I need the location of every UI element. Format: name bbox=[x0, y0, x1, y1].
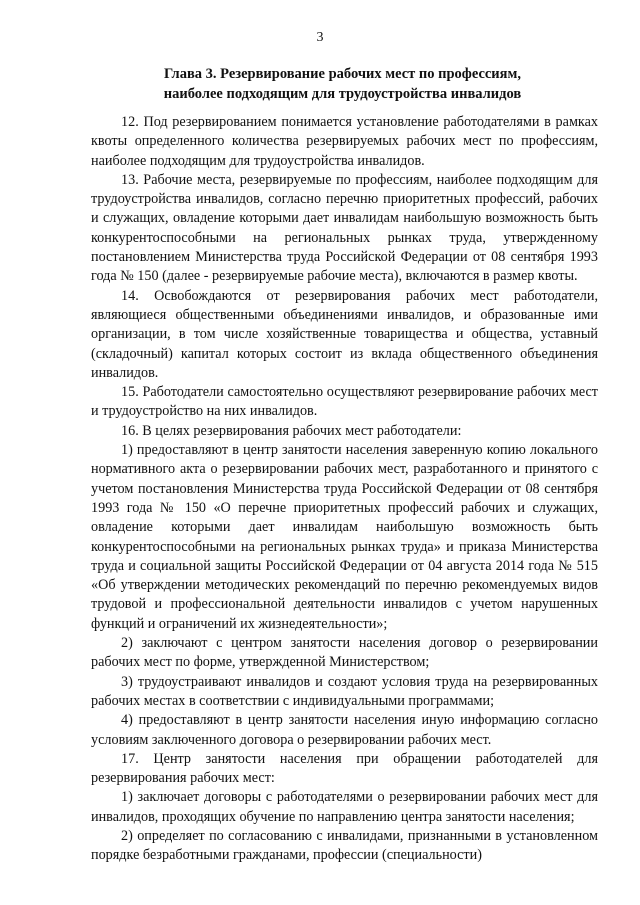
paragraph-17-item-1: 1) заключает договоры с работодателями о резервировании рабочих мест для инвалидов, проходящих обучение по направлению центра занятости населения; bbox=[91, 789, 598, 825]
paragraph-17: 17. Центр занятости населения при обращении работодателей для резервирования рабочих мест: bbox=[91, 750, 598, 787]
paragraph-16: 16. В целях резервирования рабочих мест работодатели: bbox=[121, 422, 462, 439]
paragraph-16-item-1: 1) предоставляют в центр занятости населения заверенную копию локального нормативного акта о резервировании рабочих мест, разработанного и принятого с учетом постановления Министерства труда Российской Федерации от 08 сентября 1993 года № 150 «О перечне приоритетных профессий рабочих и служащих, овладение которыми дает инвалидам наибольшую возможность быть конкурентоспособными на региональных рынках труда» и приказа Министерства труда и социальной защиты Российской Федерации от 04 августа 2014 года № 515 «Об утверждении методических рекомендаций по перечню рекомендуемых видов трудовой и профессиональной деятельности инвалидов с учетом нарушенных функций и ограничений их жизнедеятельности»; bbox=[91, 442, 598, 632]
chapter-title-line-2: наиболее подходящим для трудоустройства инвалидов bbox=[163, 86, 522, 102]
paragraph-12: 12. Под резервированием понимается установление работодателями в рамках квоты определенного количества резервируемых рабочих мест по профессиям, наиболее подходящим для трудоустройства инвалидов. bbox=[91, 114, 598, 169]
chapter-title-line-1: Глава 3. Резервирование рабочих мест по профессиям, bbox=[163, 66, 522, 82]
document-body bbox=[91, 113, 598, 866]
paragraph-17-item-2: 2) определяет по согласованию с инвалидами, признанными в установленном порядке безработными гражданами, профессии (специальности) bbox=[91, 827, 598, 864]
page-number: 3 bbox=[316, 30, 324, 45]
paragraph-13: 13. Рабочие места, резервируемые по профессиям, наиболее подходящим для трудоустройства инвалидов, согласно перечню приоритетных профессий, рабочих и служащих, овладение которыми дает инвалидам наибольшую возможность быть конкурентоспособными на региональных рынках труда, утвержденному постановлением Министерства труда Российской Федерации от 08 сентября 1993 года № 150 (далее - резервируемые рабочие места), включаются в размер квоты. bbox=[91, 171, 598, 285]
paragraph-15: 15. Работодатели самостоятельно осуществляют резервирование рабочих мест и трудоустройство на них инвалидов. bbox=[91, 384, 598, 420]
chapter-title bbox=[90, 64, 595, 104]
paragraph-16-item-3: 3) трудоустраивают инвалидов и создают условия труда на резервированных рабочих местах в соответствии с индивидуальными программами; bbox=[91, 673, 598, 709]
paragraph-14: 14. Освобождаются от резервирования рабочих мест работодатели, являющиеся общественными объединениями инвалидов, и образованные ими организации, в том числе хозяйственные товарищества и общества, уставный (складочный) капитал которых состоит из вклада общественного объединения инвалидов. bbox=[91, 287, 598, 381]
paragraph-16-item-2: 2) заключают с центром занятости населения договор о резервировании рабочих мест по форме, утвержденной Министерством; bbox=[91, 635, 598, 671]
paragraph-16-item-4: 4) предоставляют в центр занятости населения иную информацию согласно условиям заключенного договора о резервировании рабочих мест. bbox=[91, 712, 598, 748]
